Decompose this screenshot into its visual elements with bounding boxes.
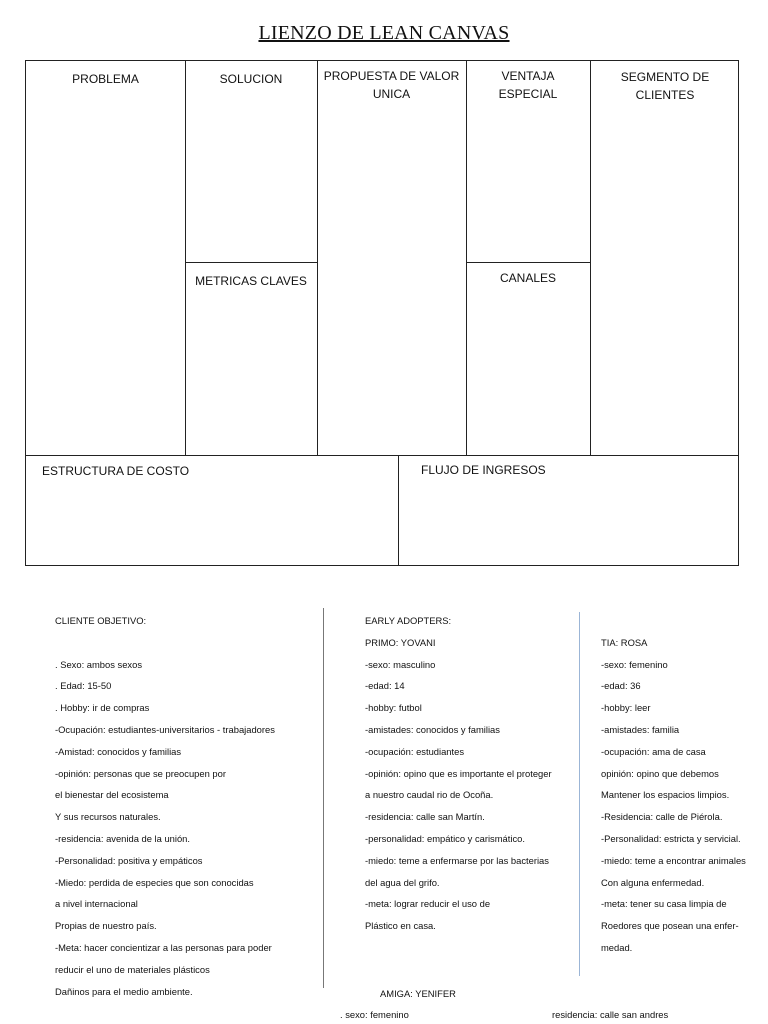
tia-rosa-line: opinión: opino que debemos [601,767,719,779]
tia-rosa-line: -Residencia: calle de Piérola. [601,811,723,823]
early-adopters-line: -meta: lograr reducir el uso de [365,898,491,910]
cliente-objetivo-line: -Meta: hacer concientizar a las personas para poder [55,941,272,953]
divider-costo-ingresos [398,455,399,565]
cliente-objetivo-line [55,632,275,654]
early-adopters-line: -opinión: opino que es importante el proteger [365,767,552,779]
tia-rosa-line: -amistades: familia [601,723,680,735]
block-label-canales: CANALES [499,271,557,285]
early-adopters-line: -ocupación: estudiantes [365,745,465,757]
tia-rosa-line: Con alguna enfermedad. [601,876,705,888]
block-label-metricas: METRICAS CLAVES [195,274,307,288]
block-label-ventaja-line1: VENTAJA [501,69,555,83]
early-adopters-line: del agua del grifo. [365,876,440,888]
tia-rosa-line: Roedores que posean una enfer- [601,920,739,932]
cliente-objetivo-line: CLIENTE OBJETIVO: [55,615,147,626]
cliente-objetivo-line: . Sexo: ambos sexos [55,658,143,670]
cliente-objetivo-line: . Hobby: ir de compras [55,702,150,714]
block-label-solucion: SOLUCION [219,72,283,86]
cliente-objetivo-line: Dañinos para el medio ambiente. [55,985,193,997]
early-adopters-notes [365,610,552,937]
early-adopters-line: -residencia: calle san Martín. [365,811,485,823]
lean-canvas-grid [25,60,739,566]
block-label-problema: PROBLEMA [72,72,139,86]
cliente-objetivo-line: -Ocupación: estudiantes-universitarios - trabajadores [55,723,275,735]
tia-rosa-line: -Personalidad: estricta y servicial. [601,832,741,844]
amiga-residencia: residencia: calle san andres [552,1009,669,1020]
block-label-segmento [590,68,740,104]
divider-ventaja-segmento [590,61,591,455]
divider-solucion-propuesta [317,61,318,455]
cliente-objetivo-line: reducir el uno de materiales plásticos [55,963,210,975]
tia-rosa-line: -sexo: femenino [601,658,668,670]
cliente-objetivo-line: -Amistad: conocidos y familias [55,745,182,757]
early-adopters-line: -sexo: masculino [365,658,436,670]
tia-rosa-line: medad. [601,941,633,953]
divider-solucion-metricas [185,262,317,263]
tia-rosa-line: -ocupación: ama de casa [601,745,706,757]
early-adopters-line: -amistades: conocidos y familias [365,723,500,735]
cliente-objetivo-line: Propias de nuestro país. [55,920,157,932]
block-label-propuesta [317,67,466,103]
early-adopters-line: -edad: 14 [365,680,405,692]
tia-rosa-line: Mantener los espacios limpios. [601,789,730,801]
early-adopters-line: EARLY ADOPTERS: [365,615,452,626]
early-adopters-line: Plástico en casa. [365,920,436,932]
block-label-ingresos: FLUJO DE INGRESOS [421,463,546,477]
cliente-objetivo-line: el bienestar del ecosistema [55,789,169,801]
cliente-objetivo-notes [55,610,275,1002]
cliente-objetivo-line: -Personalidad: positiva y empáticos [55,854,203,866]
cliente-objetivo-line: -opinión: personas que se preocupen por [55,767,226,779]
early-adopters-line: -miedo: teme a enfermarse por las bacterias [365,854,549,866]
block-label-segmento-line2: CLIENTES [635,88,695,102]
divider-ventaja-canales [466,262,590,263]
cliente-objetivo-line: Y sus recursos naturales. [55,811,161,823]
column-separator-2 [579,612,580,976]
block-label-costos: ESTRUCTURA DE COSTO [42,464,190,478]
cliente-objetivo-line: . Edad: 15-50 [55,680,112,692]
divider-bottom-band [26,455,738,456]
page-title: LIENZO DE LEAN CANVAS [258,22,510,44]
amiga-sexo: . sexo: femenino [340,1009,409,1020]
block-label-ventaja-line2: ESPECIAL [498,87,558,101]
tia-rosa-notes [601,610,746,959]
column-separator-1 [323,608,324,988]
block-label-ventaja [466,67,590,103]
cliente-objetivo-line: -residencia: avenida de la unión. [55,832,190,844]
divider-problema-solucion [185,61,186,455]
tia-rosa-line: -hobby: leer [601,702,651,714]
tia-rosa-line: -meta: tener su casa limpia de [601,898,727,910]
tia-rosa-line: TIA: ROSA [601,636,648,648]
cliente-objetivo-line: -Miedo: perdida de especies que son conocidas [55,876,254,888]
tia-rosa-line [601,610,746,632]
cliente-objetivo-line: a nivel internacional [55,898,138,910]
amiga-heading: AMIGA: YENIFER [380,988,456,999]
tia-rosa-line: -miedo: teme a encontrar animales [601,854,746,866]
early-adopters-line: a nuestro caudal rio de Ocoña. [365,789,494,801]
block-label-propuesta-line1: PROPUESTA DE VALOR [323,69,460,83]
early-adopters-line: -hobby: futbol [365,702,422,714]
divider-propuesta-ventaja [466,61,467,455]
early-adopters-line: -personalidad: empático y carismático. [365,832,525,844]
tia-rosa-line: -edad: 36 [601,680,641,692]
block-label-segmento-line1: SEGMENTO DE [620,70,710,84]
early-adopters-line: PRIMO: YOVANI [365,636,436,648]
block-label-propuesta-line2: UNICA [372,87,411,101]
